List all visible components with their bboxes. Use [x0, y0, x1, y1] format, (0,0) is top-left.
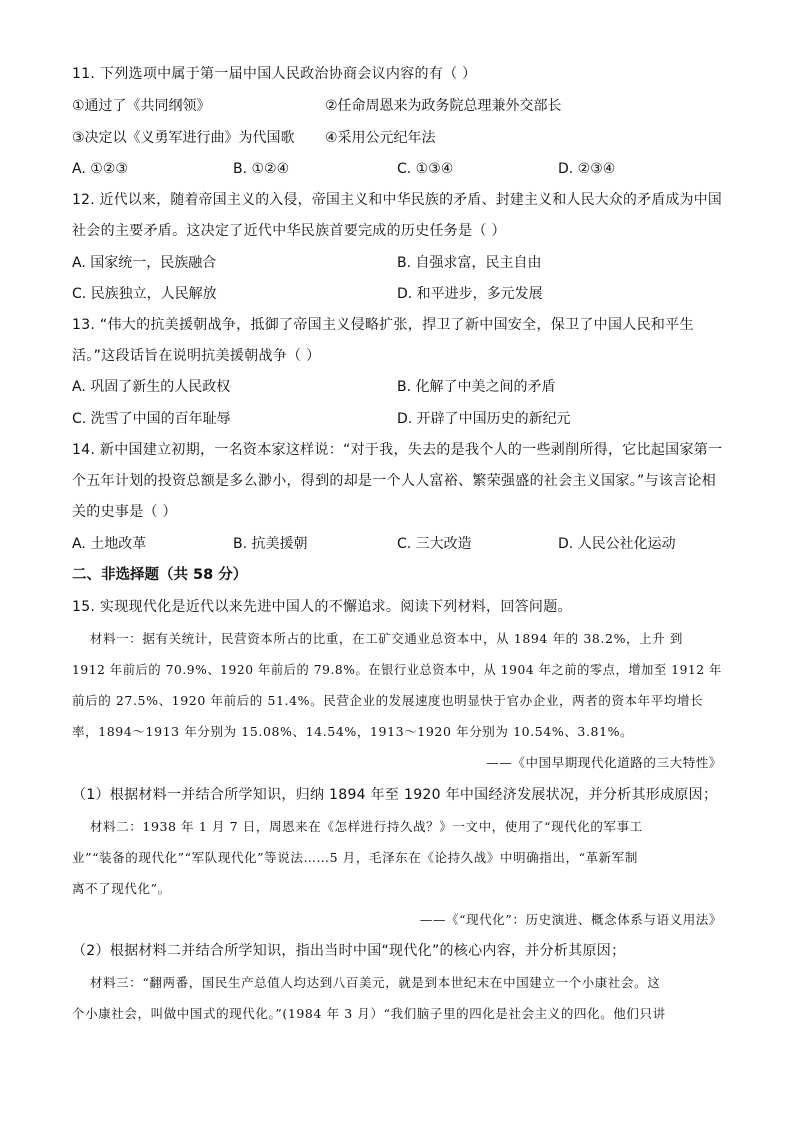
q11-item-1: ①通过了《共同纲领》 — [72, 98, 211, 114]
material-2-line-2: 业”“装备的现代化”“军队现代化”等说法……5 月，毛泽东在《论持久战》中明确指出，“革新军制 — [72, 850, 638, 865]
q11-item-2: ②任命周恩来为政务院总理兼外交部长 — [325, 98, 562, 114]
material-2-line-1: 材料二：1938 年 1 月 7 日，周恩来在《怎样进行持久战？》一文中，使用了“现代化的军事工 — [90, 819, 643, 834]
q14-stem-line-1: 14. 新中国建立初期，一名资本家这样说：“对于我，失去的是我个人的一些剥削所得，它比起国家第一 — [72, 442, 723, 458]
q12-option-d: D. 和平进步，多元发展 — [397, 286, 543, 302]
q11-item-4: ④采用公元纪年法 — [325, 130, 436, 146]
q12-stem-line-2: 社会的主要矛盾。这决定了近代中华民族首要完成的历史任务是（ ） — [72, 223, 506, 239]
material-1-line-4: 率，1894～1913 年分别为 15.08%、14.54%，1913～1920 年分别为 10.54%、3.81%。 — [72, 724, 634, 739]
q15-stem: 15. 实现现代化是近代以来先进中国人的不懈追求。阅读下列材料，回答问题。 — [72, 599, 572, 615]
material-3-line-1: 材料三：“翻两番，国民生产总值人均达到八百美元，就是到本世纪末在中国建立一个小康社会。这 — [90, 975, 661, 990]
material-1-line-2: 1912 年前后的 70.9%、1920 年前后的 79.8%。在银行业总资本中，从 1904 年之前的零点，增加至 1912 年 — [72, 662, 722, 677]
q14-option-c: C. 三大改造 — [397, 536, 472, 552]
q13-option-c: C. 洗雪了中国的百年耻辱 — [72, 411, 231, 427]
sub-question-2: （2）根据材料二并结合所学知识，指出当时中国“现代化”的核心内容，并分析其原因； — [72, 943, 626, 959]
q13-stem-line-2: 活。”这段话旨在说明抗美援朝战争（ ） — [72, 348, 321, 364]
material-1-source: ——《中国早期现代化道路的三大特性》 — [486, 755, 722, 770]
material-1-line-1: 材料一：据有关统计，民营资本所占的比重，在工矿交通业总资本中，从 1894 年的 38.2%，上升 到 — [90, 631, 684, 646]
q13-option-d: D. 开辟了中国历史的新纪元 — [397, 411, 571, 427]
material-2-line-3: 离不了现代化”。 — [72, 881, 171, 896]
q13-stem-line-1: 13. “伟大的抗美援朝战争，抵御了帝国主义侵略扩张，捍卫了新中国安全，保卫了中国人民和平生 — [72, 317, 694, 333]
material-2-source: ——《“现代化”：历史演进、概念体系与语义用法》 — [419, 912, 722, 927]
q11-option-b: B. ①②④ — [233, 161, 290, 177]
q13-option-b: B. 化解了中美之间的矛盾 — [397, 379, 556, 395]
q11-option-a: A. ①②③ — [72, 161, 128, 177]
q14-stem-line-3: 关的史事是（ ） — [72, 504, 177, 520]
q12-option-a: A. 国家统一，民族融合 — [72, 255, 217, 271]
material-1-line-3: 前后的 27.5%、1920 年前后的 51.4%。民营企业的发展速度也明显快于官办企业，两者的资本年平均增长 — [72, 693, 704, 708]
material-3-line-2: 个小康社会，叫做中国式的现代化。”(1984 年 3 月）“我们脑子里的四化是社会主义的四化。他们只讲 — [72, 1006, 666, 1021]
q11-item-3: ③决定以《义勇军进行曲》为代国歌 — [72, 130, 295, 146]
sub-question-1: （1）根据材料一并结合所学知识，归纳 1894 年至 1920 年中国经济发展状况，并分析其形成原因； — [72, 787, 718, 803]
section-heading: 二、非选择题（共 58 分） — [72, 567, 248, 583]
q12-option-b: B. 自强求富，民主自由 — [397, 255, 542, 271]
q14-stem-line-2: 个五年计划的投资总额是多么渺小，得到的却是一个人人富裕、繁荣强盛的社会主义国家。”与该言论相 — [72, 473, 717, 489]
q12-option-c: C. 民族独立，人民解放 — [72, 286, 217, 302]
q14-option-a: A. 土地改革 — [72, 536, 147, 552]
q14-option-d: D. 人民公社化运动 — [558, 536, 676, 552]
q11-option-d: D. ②③④ — [558, 161, 616, 177]
q14-option-b: B. 抗美援朝 — [233, 536, 308, 552]
q12-stem-line-1: 12. 近代以来，随着帝国主义的入侵，帝国主义和中华民族的矛盾、封建主义和人民大众的矛盾成为中国 — [72, 192, 723, 208]
q11-option-c: C. ①③④ — [397, 161, 454, 177]
q11-stem: 11. 下列选项中属于第一届中国人民政治协商会议内容的有（ ） — [72, 66, 477, 82]
q13-option-a: A. 巩固了新生的人民政权 — [72, 379, 231, 395]
